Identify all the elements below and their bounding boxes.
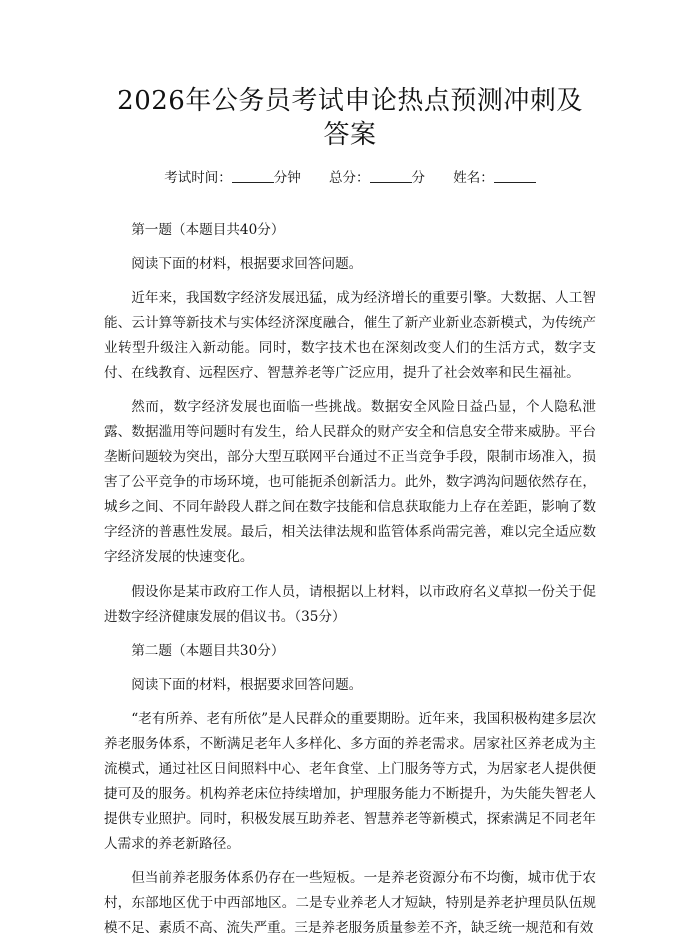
section1-heading: 第一题（本题目共40分） [131,222,285,238]
section2-paragraph: 但当前养老服务体系仍存在一些短板。一是养老资源分布不均衡，城市优于农村，东部地区优于中西部地区。二是专业养老人才短缺，特别是养老护理员队伍规模不足、素质不高、流失严重。三是养老服务质量参差不齐，缺乏统一规范和有效 [104,870,596,936]
exam-time-label: 考试时间： [164,170,232,186]
exam-time-blank [232,182,274,183]
exam-content [104,218,596,941]
total-score-label: 总分： [329,170,370,186]
exam-info-line [104,168,596,188]
section2-paragraph: “老有所养、老有所依”是人民群众的重要期盼。近年来，我国积极构建多层次养老服务体系，不断满足老年人多样化、多方面的养老需求。居家社区养老成为主流模式，通过社区日间照料中心、老年食堂、上门服务等方式，为居家老人提供便捷可及的服务。机构养老床位持续增加，护理服务能力不断提升，为失能失智老人提供专业照护。同时，积极发展互助养老、智慧养老等新模式，探索满足不同老年人需求的养老新路径。 [104,711,596,852]
name-field [453,168,536,188]
section2-instruction: 阅读下面的材料，根据要求回答问题。 [131,677,363,693]
name-blank [494,182,536,183]
section1-paragraph: 近年来，我国数字经济发展迅猛，成为经济增长的重要引擎。大数据、人工智能、云计算等新技术与实体经济深度融合，催生了新产业新业态新模式，为传统产业转型升级注入新动能。同时，数字技术也在深刻改变人们的生活方式，数字支付、在线教育、远程医疗、智慧养老等广泛应用，提升了社会效率和民生福祉。 [104,290,596,381]
exam-time-unit: 分钟 [273,170,301,186]
total-score-blank [370,182,412,183]
total-score-field [329,168,425,188]
total-score-unit: 分 [411,170,425,186]
section2-heading: 第二题（本题目共30分） [131,643,285,659]
section1-question: 假设你是某市政府工作人员，请根据以上材料，以市政府名义草拟一份关于促进数字经济健康发展的倡议书。（35分） [104,584,596,625]
exam-time-field [164,168,301,188]
name-label: 姓名： [453,170,494,186]
section1-paragraph: 然而，数字经济发展也面临一些挑战。数据安全风险日益凸显，个人隐私泄露、数据滥用等问题时有发生，给人民群众的财产安全和信息安全带来威胁。平台垄断问题较为突出，部分大型互联网平台通过不正当竞争手段，限制市场准入，损害了公平竞争的市场环境，也可能扼杀创新活力。此外，数字鸿沟问题依然存在，城乡之间、不同年龄段人群之间在数字技能和信息获取能力上存在差距，影响了数字经济的普惠性发展。最后，相关法律法规和监管体系尚需完善，难以完全适应数字经济发展的快速变化。 [104,399,596,565]
document-title: 2026年公务员考试申论热点预测冲刺及答案 [117,86,583,150]
section1-instruction: 阅读下面的材料，根据要求回答问题。 [131,256,363,272]
